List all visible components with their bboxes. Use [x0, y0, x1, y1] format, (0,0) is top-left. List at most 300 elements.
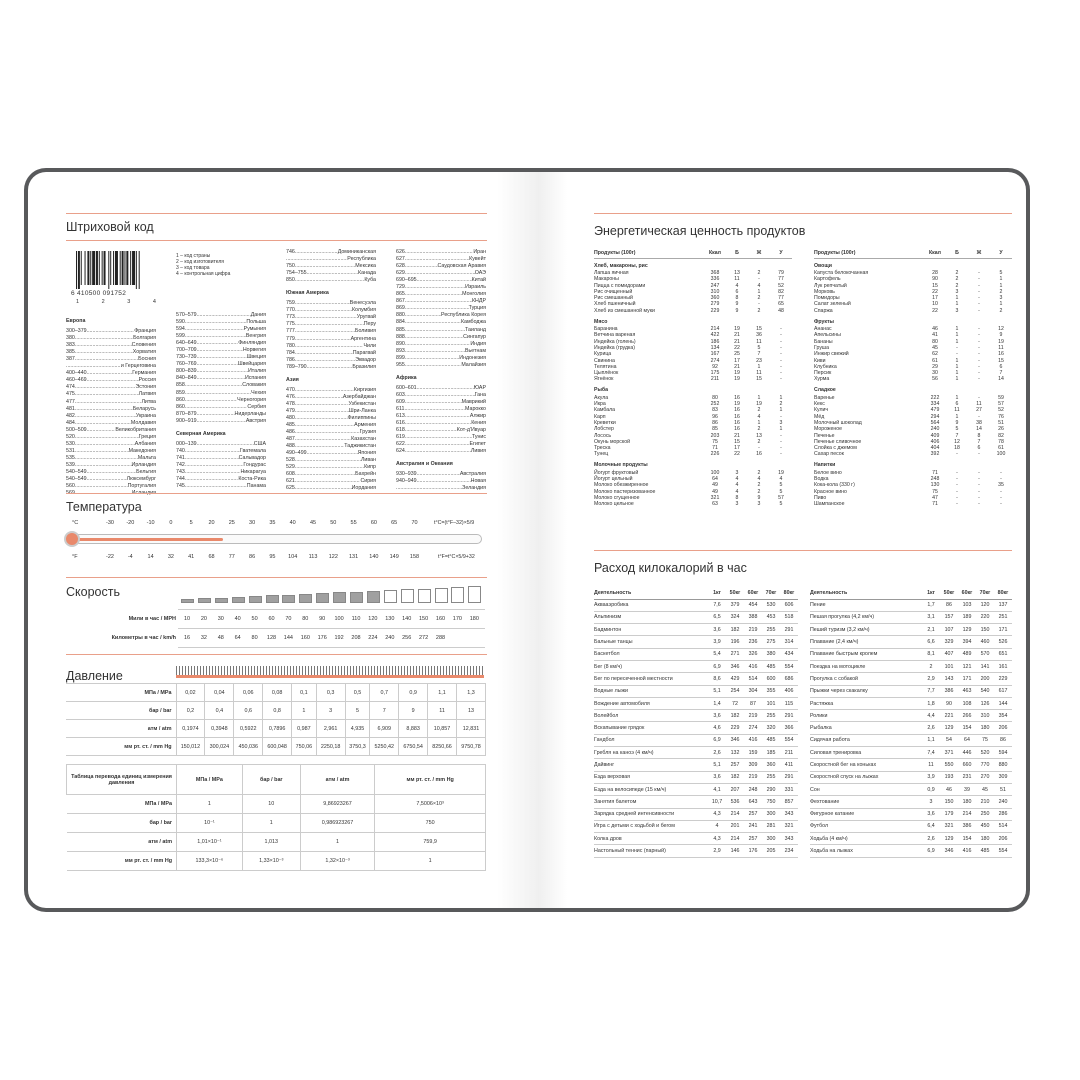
country-name: Португалия: [127, 483, 156, 490]
kcal-row: [594, 796, 798, 808]
energy-cell: 7: [977, 438, 981, 445]
speed-rule: [66, 577, 487, 578]
country-name: Кипр: [364, 464, 376, 471]
energy-cell: 2: [955, 270, 959, 276]
celsius-tick: 45: [309, 520, 317, 526]
country-code-row: [396, 471, 486, 478]
mph-value: 50: [251, 616, 258, 622]
kcal-cell: 182: [726, 624, 744, 636]
barcode-bar: [124, 251, 125, 285]
speed-bar: [215, 598, 228, 604]
kmh-value: 272: [419, 635, 429, 641]
country-name: Ливан: [360, 457, 376, 464]
celsius-tick: 55: [350, 520, 357, 526]
kcal-row: [594, 820, 798, 832]
country-code: 619 .....: [396, 434, 472, 441]
energy-cell: 3: [757, 501, 761, 508]
kcal-cell: Зарядка средней интенсивности: [594, 808, 708, 820]
country-code: 789–790 .....: [286, 364, 352, 371]
country-name: Чехия: [251, 389, 266, 396]
energy-cell: 11: [954, 407, 960, 414]
country-code-row: [286, 357, 376, 364]
country-code-row: [396, 385, 486, 392]
kcal-cell: 7,6: [708, 599, 726, 611]
energy-cell: -: [978, 376, 980, 383]
energy-cell: 392: [930, 451, 940, 458]
fahrenheit-label: °F: [72, 554, 78, 560]
country-name: Австрия: [245, 417, 266, 424]
kcal-cell: Колка дров: [594, 833, 708, 845]
kcal-cell: 159: [744, 747, 762, 759]
energy-cell: -: [978, 295, 980, 302]
country-code-row: [396, 341, 486, 348]
kmh-value: 288: [435, 635, 446, 641]
kcal-row: [594, 759, 798, 771]
country-code-row: [176, 368, 266, 375]
energy-cell: 11: [756, 370, 762, 377]
energy-cell: 2: [999, 288, 1003, 295]
energy-cell: Курица: [594, 351, 612, 358]
energy-cell: 252: [710, 401, 720, 408]
country-code: 860 .....: [176, 404, 247, 411]
kcal-cell: 6,4: [922, 820, 940, 832]
kcal-row: [594, 611, 798, 623]
energy-cell: Индейка (грудка): [594, 344, 636, 351]
kcal-cell: 154: [958, 722, 976, 734]
energy-cell: 5: [779, 488, 783, 495]
kcal-cell: 554: [780, 734, 798, 746]
energy-cell: -: [1000, 476, 1002, 483]
country-name: Сербия: [247, 403, 266, 410]
energy-cell: 22: [734, 344, 740, 351]
kcal-cell: 257: [744, 808, 762, 820]
kcal-row: [594, 660, 798, 672]
fahrenheit-tick: 113: [308, 554, 318, 560]
fahrenheit-tick: 95: [269, 554, 276, 560]
pressure-value: 600,048: [263, 738, 292, 756]
kcal-cell: 643: [744, 796, 762, 808]
kcal-cell: 103: [958, 599, 976, 611]
celsius-formula: t°C=(t°F–32)×5/9: [434, 520, 475, 526]
country-name: Нидерланды: [234, 410, 266, 417]
energy-cell: 75: [932, 488, 938, 495]
country-name: Уругвай: [356, 314, 376, 321]
kcal-cell: 770: [976, 759, 994, 771]
kcal-cell: Настольный теннис (парный): [594, 845, 708, 857]
energy-cell: 19: [734, 370, 740, 377]
energy-cell: -: [956, 344, 958, 351]
energy-cell: Хлеб из смешанной муки: [594, 307, 655, 314]
pressure-conversion-table: [66, 764, 486, 871]
country-code-row: [66, 342, 156, 349]
kcal-cell: 300: [762, 808, 780, 820]
kcal-cell: 255: [762, 710, 780, 722]
celsius-tick: 50: [330, 520, 337, 526]
energy-cell: Кулич: [814, 407, 829, 414]
energy-cell: 82: [778, 288, 784, 295]
energy-cell: -: [1000, 469, 1002, 476]
kcal-row: [594, 697, 798, 709]
country-code-row: [286, 314, 376, 321]
mph-value: 10: [183, 616, 191, 622]
energy-cell: Икра: [594, 401, 606, 408]
kcal-head-cell: 50кг: [940, 587, 958, 599]
kcal-cell: Ходьба (4 км/ч): [810, 833, 922, 845]
kcal-cell: 129: [958, 624, 976, 636]
kcal-cell: 4: [708, 820, 726, 832]
country-code-row: [176, 483, 266, 490]
index: 3: [127, 299, 131, 305]
country-codes-col-2: [176, 312, 266, 490]
barcode-title: Штриховой код: [66, 220, 154, 234]
energy-cell: 15: [932, 282, 938, 289]
speed-bar: [249, 596, 262, 603]
country-name: Гана: [474, 391, 486, 398]
kcal-cell: 90: [940, 697, 958, 709]
kcal-cell: 221: [940, 710, 958, 722]
kcal-cell: Гребля на каноэ (4 км/ч): [594, 747, 708, 759]
energy-cell: 30: [932, 370, 938, 377]
kcal-cell: 3,6: [708, 624, 726, 636]
energy-cell: 35: [998, 482, 1004, 489]
energy-cell: Акула: [594, 394, 609, 401]
energy-cell: Мёд: [814, 413, 825, 420]
country-name: Марокко: [465, 405, 486, 412]
barcode-bar: [130, 251, 131, 285]
energy-header: [814, 248, 1012, 258]
pressure-gauge: [176, 666, 484, 678]
energy-cell: 51: [998, 419, 1004, 426]
energy-cell: Киви: [814, 357, 826, 364]
country-code-row: [66, 399, 156, 406]
kcal-row: [594, 722, 798, 734]
country-code: 775 .....: [286, 321, 364, 328]
mph-value: 120: [368, 616, 378, 622]
celsius-tick: 40: [289, 520, 296, 526]
energy-cell: Мороженое: [814, 426, 842, 433]
kcal-cell: 2,6: [922, 833, 940, 845]
country-group-title: Австралия и Океания: [396, 461, 453, 468]
conversion-value: 0,986923267: [300, 814, 374, 833]
country-code: 531 .....: [66, 448, 129, 455]
kcal-cell: 446: [958, 747, 976, 759]
country-code: 626 .....: [396, 249, 473, 256]
energy-group: [814, 314, 1012, 326]
pressure-value: 9: [399, 702, 428, 720]
kcal-cell: 10,7: [708, 796, 726, 808]
country-name: Сальвадор: [238, 454, 266, 461]
country-code: 740 .....: [176, 448, 240, 455]
kcal-row: [810, 599, 1012, 611]
energy-cell: 71: [932, 501, 938, 508]
kcal-cell: 4,3: [708, 808, 726, 820]
energy-cell: Окунь морской: [594, 438, 631, 445]
kcal-cell: 251: [994, 611, 1012, 623]
energy-cell: 7: [757, 351, 761, 358]
energy-cell: 5: [779, 501, 783, 508]
energy-cell: 321: [710, 494, 720, 501]
country-name: Великобритания: [115, 426, 156, 433]
country-name: Боливия: [355, 328, 376, 335]
energy-cell: 15: [756, 326, 762, 333]
energy-cell: 78: [998, 438, 1004, 445]
pressure-value: 0,08: [263, 684, 292, 702]
country-name: Румыния: [243, 326, 266, 333]
energy-cell: 62: [932, 351, 938, 358]
country-code-row: [396, 441, 486, 448]
kcal-row: [594, 783, 798, 795]
country-code: 700–709 .....: [176, 347, 243, 354]
country-name: Дания: [250, 312, 266, 318]
energy-cell: 100: [996, 451, 1006, 458]
energy-cell: Лобстер: [594, 426, 614, 433]
country-name: Норвегия: [242, 347, 266, 354]
barcode-bar: [139, 251, 140, 289]
kcal-row: [594, 747, 798, 759]
kcal-cell: 2,9: [922, 673, 940, 685]
pressure-unit: МПа / MPa: [66, 684, 176, 702]
energy-cell: 247: [710, 282, 720, 289]
country-name: Иран: [473, 249, 486, 255]
kcal-cell: Дайвинг: [594, 759, 708, 771]
energy-cell: 47: [932, 494, 938, 501]
country-code: 535 .....: [66, 455, 138, 462]
country-name: Греция: [138, 433, 156, 440]
kcal-row: [810, 624, 1012, 636]
kcal-cell: Ходьба на лыжах: [810, 845, 922, 857]
kcal-cell: 255: [762, 624, 780, 636]
kcal-cell: 144: [994, 697, 1012, 709]
kcal-cell: 120: [976, 599, 994, 611]
country-name: Австралия: [459, 471, 486, 478]
country-code-row: [176, 333, 266, 340]
energy-cell: 336: [710, 276, 720, 283]
kcal-cell: 182: [726, 710, 744, 722]
energy-cell: 4: [735, 476, 739, 483]
kcal-cell: 107: [940, 624, 958, 636]
country-name: Узбекистан: [348, 400, 376, 407]
country-code: 885 .....: [396, 327, 465, 334]
kcal-cell: 485: [762, 660, 780, 672]
energy-cell: 4: [735, 488, 739, 495]
energy-head-cell: Б: [946, 248, 968, 258]
energy-cell: 6: [999, 363, 1003, 370]
kcal-cell: 2,6: [922, 722, 940, 734]
temperature-title: Температура: [66, 500, 142, 514]
energy-cell: 1: [757, 419, 761, 426]
energy-cell: 240: [930, 426, 940, 433]
celsius-tick: 65: [391, 520, 398, 526]
kmh-value: 144: [283, 635, 293, 641]
legend-item: 1 – код страны: [176, 253, 211, 259]
barcode-rule: [66, 240, 487, 241]
energy-group: [594, 314, 792, 326]
kcal-cell: 5,1: [708, 759, 726, 771]
speed-bar: [181, 599, 194, 603]
energy-cell: Индейка (голень): [594, 338, 636, 345]
kcal-cell: 214: [726, 808, 744, 820]
kcal-cell: 514: [744, 673, 762, 685]
barcode-bar: [102, 251, 103, 285]
kcal-head-cell: 50кг: [726, 587, 744, 599]
kmh-value: 192: [334, 635, 344, 641]
kcal-cell: 171: [994, 624, 1012, 636]
energy-head-cell: Ккал: [924, 248, 946, 258]
kcal-cell: 219: [744, 710, 762, 722]
energy-cell: 9: [735, 301, 739, 308]
energy-cell: Баранина: [594, 326, 618, 333]
country-code-row: [396, 298, 486, 305]
country-code-row: [66, 377, 156, 384]
kcal-cell: 54: [940, 734, 958, 746]
energy-cell: Красное вино: [814, 488, 847, 495]
energy-cell: 2: [757, 270, 761, 276]
kcal-cell: 454: [744, 599, 762, 611]
energy-cell: 96: [712, 413, 718, 420]
country-name: Таджикистан: [344, 443, 376, 450]
country-code: 870–879 .....: [176, 411, 235, 418]
pressure-value: 0,6: [234, 702, 263, 720]
country-code: 690–695 .....: [396, 277, 472, 284]
kcal-cell: 686: [780, 673, 798, 685]
energy-cell: -: [978, 482, 980, 489]
country-name: Армения: [354, 422, 376, 429]
kcal-cell: 126: [976, 697, 994, 709]
country-code-row: [176, 441, 266, 448]
country-name: Доминиканская: [337, 249, 376, 255]
energy-cell: 79: [778, 270, 784, 276]
country-code-row: [176, 319, 266, 326]
country-name: Сирия: [360, 478, 376, 485]
energy-cell: 15: [756, 376, 762, 383]
energy-cell: 4: [735, 482, 739, 489]
kcal-cell: 324: [726, 611, 744, 623]
energy-cell: 203: [710, 432, 720, 439]
energy-cell: Печенье сливочное: [814, 438, 862, 445]
country-codes-col-1: [66, 312, 156, 497]
barcode-bar: [108, 251, 109, 289]
energy-cell: 226: [710, 451, 720, 458]
country-name: Панама: [246, 483, 266, 490]
conversion-row: [67, 795, 486, 814]
conversion-value: 759,9: [375, 833, 486, 852]
country-code-row: [396, 312, 486, 319]
country-name: Венгрия: [245, 333, 266, 340]
kcal-cell: 651: [994, 648, 1012, 660]
country-code-row: [396, 319, 486, 326]
energy-cell: 214: [710, 326, 720, 333]
country-name: Монголия: [462, 291, 486, 298]
celsius-tick: 60: [370, 520, 377, 526]
energy-cell: 222: [930, 394, 940, 401]
pressure-value: 0,8: [263, 702, 292, 720]
kcal-cell: 101: [762, 697, 780, 709]
energy-cell: -: [780, 363, 782, 370]
energy-cell: 4: [757, 282, 761, 289]
kcal-cell: 314: [780, 636, 798, 648]
country-code-row: [396, 448, 486, 455]
conversion-head: бар / bar: [242, 765, 300, 795]
kmh-value: 224: [368, 635, 378, 641]
country-name: Республика: [347, 256, 376, 263]
energy-group-title: Молочные продукты: [594, 462, 648, 469]
country-code-row: [176, 418, 266, 425]
conversion-value: 1: [242, 814, 300, 833]
energy-cell: -: [956, 451, 958, 458]
energy-cell: -: [978, 288, 980, 295]
country-code-row: [396, 399, 486, 406]
barcode-bar: [85, 251, 86, 285]
energy-cell: Апельсины: [814, 332, 841, 339]
energy-cell: 16: [734, 407, 740, 414]
energy-cell: 17: [734, 445, 740, 452]
country-name: Ливия: [470, 448, 486, 455]
country-name: Россия: [138, 377, 156, 384]
energy-cell: Сахар песок: [814, 451, 844, 458]
celsius-tick: 5: [189, 520, 193, 526]
energy-cell: Груша: [814, 344, 829, 351]
kcal-cell: 3: [922, 796, 940, 808]
energy-cell: 175: [710, 370, 720, 377]
kcal-cell: Поездка на мотоцикле: [810, 660, 922, 672]
kmh-value: 256: [402, 635, 412, 641]
kcal-head-cell: 1кг: [708, 587, 726, 599]
energy-cell: 11: [976, 401, 982, 408]
country-code-row: [286, 321, 376, 328]
energy-cell: 4: [779, 476, 783, 483]
country-name: Индонезия: [459, 354, 486, 361]
speed-bar: [418, 589, 431, 604]
energy-cell: 80: [932, 338, 938, 345]
energy-cell: -: [780, 357, 782, 364]
celsius-tick: 0: [169, 520, 173, 526]
country-code-row: [286, 336, 376, 343]
kcal-cell: 463: [958, 685, 976, 697]
country-code-row: [396, 406, 486, 413]
speed-bar: [198, 598, 211, 603]
kcal-cell: 554: [780, 660, 798, 672]
kmh-value: 32: [200, 635, 207, 641]
notebook-spread: [24, 168, 1030, 912]
energy-cell: -: [978, 338, 980, 345]
country-group-title: Африка: [396, 374, 417, 381]
country-code: 460–469 .....: [66, 377, 139, 384]
energy-group: [594, 258, 792, 270]
energy-cell: 86: [712, 419, 718, 426]
kcal-cell: 321: [780, 820, 798, 832]
energy-cell: 8: [735, 494, 739, 501]
kcal-cell: 161: [994, 660, 1012, 672]
energy-cell: 25: [734, 351, 740, 358]
energy-cell: -: [780, 451, 782, 458]
country-code-row: [66, 356, 156, 363]
country-code-row: [66, 483, 156, 490]
country-code-row: [396, 327, 486, 334]
kcal-cell: 379: [726, 599, 744, 611]
pressure-table: [66, 683, 486, 756]
energy-cell: 167: [710, 351, 720, 358]
kcal-row: [810, 833, 1012, 845]
fahrenheit-tick: 149: [389, 554, 399, 560]
kcal-cell: 2: [922, 660, 940, 672]
energy-head-cell: Продукты (100г): [594, 248, 704, 258]
conversion-value: 1: [375, 852, 486, 871]
energy-cell: 6: [735, 288, 739, 295]
kcal-cell: Вскапывание грядок: [594, 722, 708, 734]
kcal-cell: 189: [958, 611, 976, 623]
pressure-value: 6750,54: [399, 738, 428, 756]
country-name: Швеция: [246, 354, 266, 361]
